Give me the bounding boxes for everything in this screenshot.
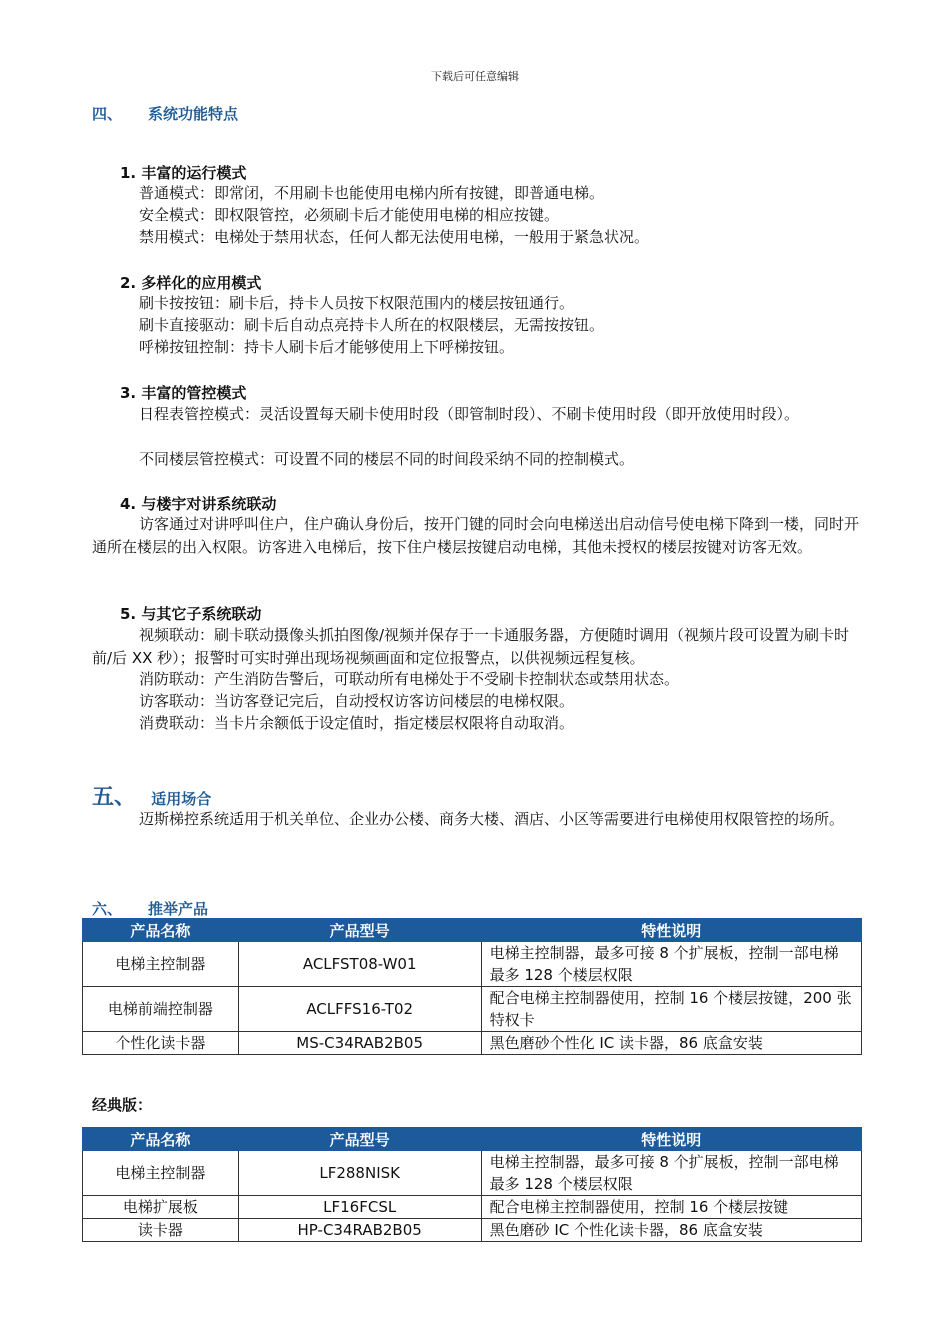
product-model-cell: LF288NISK [238,1151,481,1196]
product-name-cell: 电梯主控制器 [83,942,239,987]
item-2-line-1: 刷卡按按钮：刷卡后，持卡人员按下权限范围内的楼层按钮通行。 [139,294,575,312]
item-1-line-2: 安全模式：即权限管控，必须刷卡后才能使用电梯的相应按键。 [139,206,560,224]
table-row [83,987,862,1032]
table-row [83,1151,862,1196]
item-3-line: 不同楼层管控模式：可设置不同的楼层不同的时间段采纳不同的控制模式。 [139,450,635,468]
product-name-cell: 电梯扩展板 [83,1196,239,1219]
product-desc-cell: 配合电梯主控制器使用，控制 16 个楼层按键 [481,1196,861,1219]
section-5-number: 五、 [92,785,137,810]
item-1-line-1: 普通模式：即常闭，不用刷卡也能使用电梯内所有按键，即普通电梯。 [139,184,605,202]
table-header-row [83,1128,862,1151]
item-5-line-3: 消费联动：当卡片余额低于设定值时，指定楼层权限将自动取消。 [139,714,575,732]
product-model-cell: ACLFFS16-T02 [238,987,481,1032]
page-header: 下载后可任意编辑 [431,70,519,83]
table-row [83,1196,862,1219]
product-desc-cell: 电梯主控制器，最多可接 8 个扩展板，控制一部电梯最多 128 个楼层权限 [481,942,861,987]
product-name-cell: 电梯前端控制器 [83,987,239,1032]
column-header: 产品型号 [238,1128,481,1151]
column-header: 产品名称 [83,1128,239,1151]
classic-edition-label: 经典版： [92,1096,153,1114]
item-1-line-3: 禁用模式：电梯处于禁用状态，任何人都无法使用电梯，一般用于紧急状况。 [139,228,650,246]
table-row [83,942,862,987]
item-4-title: 4. 与楼宇对讲系统联动 [120,495,277,513]
item-5-line-1: 消防联动：产生消防告警后，可联动所有电梯处于不受刷卡控制状态或禁用状态。 [139,670,680,688]
section-5-paragraph: 迈斯梯控系统适用于机关单位、企业办公楼、商务大楼、酒店、小区等需要进行电梯使用权限管控的场所。 [139,810,845,828]
product-model-cell: MS-C34RAB2B05 [238,1032,481,1055]
item-5-title: 5. 与其它子系统联动 [120,605,262,623]
section-6-title: 推举产品 [148,900,209,918]
section-6-number: 六、 [92,900,123,918]
column-header: 产品型号 [238,919,481,942]
item-5-paragraph: 视频联动：刷卡联动摄像头抓拍图像/视频并保存于一卡通服务器，方便随时调用（视频片段可设置为刷卡时前/后 XX 秒）；报警时可实时弹出现场视频画面和定位报警点，以供视频远程复核。 [92,626,850,667]
product-model-cell: HP-C34RAB2B05 [238,1219,481,1242]
column-header: 特性说明 [481,1128,861,1151]
product-desc-cell: 配合电梯主控制器使用，控制 16 个楼层按键，200 张特权卡 [481,987,861,1032]
product-desc-cell: 黑色磨砂个性化 IC 读卡器，86 底盒安装 [481,1032,861,1055]
section-6-heading [92,898,208,919]
item-2-line-3: 呼梯按钮控制：持卡人刷卡后才能够使用上下呼梯按钮。 [139,338,515,356]
item-4-paragraph: 访客通过对讲呼叫住户，住户确认身份后，按开门键的同时会向电梯送出启动信号使电梯下降到一楼，同时开通所在楼层的出入权限。访客进入电梯后，按下住户楼层按键启动电梯，其他未授权的楼层按键对访客无效。 [92,515,860,556]
product-model-cell: LF16FCSL [238,1196,481,1219]
item-3-title: 3. 丰富的管控模式 [120,384,247,402]
table-row [83,1219,862,1242]
product-table-classic [82,1127,862,1242]
item-2-title: 2. 多样化的应用模式 [120,274,262,292]
product-desc-cell: 黑色磨砂 IC 个性化读卡器，86 底盒安装 [481,1219,861,1242]
item-5-line-2: 访客联动：当访客登记完后，自动授权访客访问楼层的电梯权限。 [139,692,575,710]
product-table-recommended [82,918,862,1055]
product-name-cell: 个性化读卡器 [83,1032,239,1055]
section-4-title: 系统功能特点 [148,105,239,123]
product-model-cell: ACLFST08-W01 [238,942,481,987]
product-name-cell: 电梯主控制器 [83,1151,239,1196]
column-header: 特性说明 [481,919,861,942]
product-name-cell: 读卡器 [83,1219,239,1242]
table-row [83,1032,862,1055]
table-header-row [83,919,862,942]
section-4-number: 四、 [92,105,123,123]
section-5-heading [92,780,211,811]
item-1-title: 1. 丰富的运行模式 [120,164,247,182]
section-4-heading [92,103,238,124]
section-5-title: 适用场合 [151,790,212,808]
item-3-paragraph: 日程表管控模式：灵活设置每天刷卡使用时段（即管制时段）、不刷卡使用时段（即开放使用时段）。 [139,405,800,423]
column-header: 产品名称 [83,919,239,942]
item-2-line-2: 刷卡直接驱动：刷卡后自动点亮持卡人所在的权限楼层，无需按按钮。 [139,316,605,334]
product-desc-cell: 电梯主控制器，最多可接 8 个扩展板，控制一部电梯最多 128 个楼层权限 [481,1151,861,1196]
